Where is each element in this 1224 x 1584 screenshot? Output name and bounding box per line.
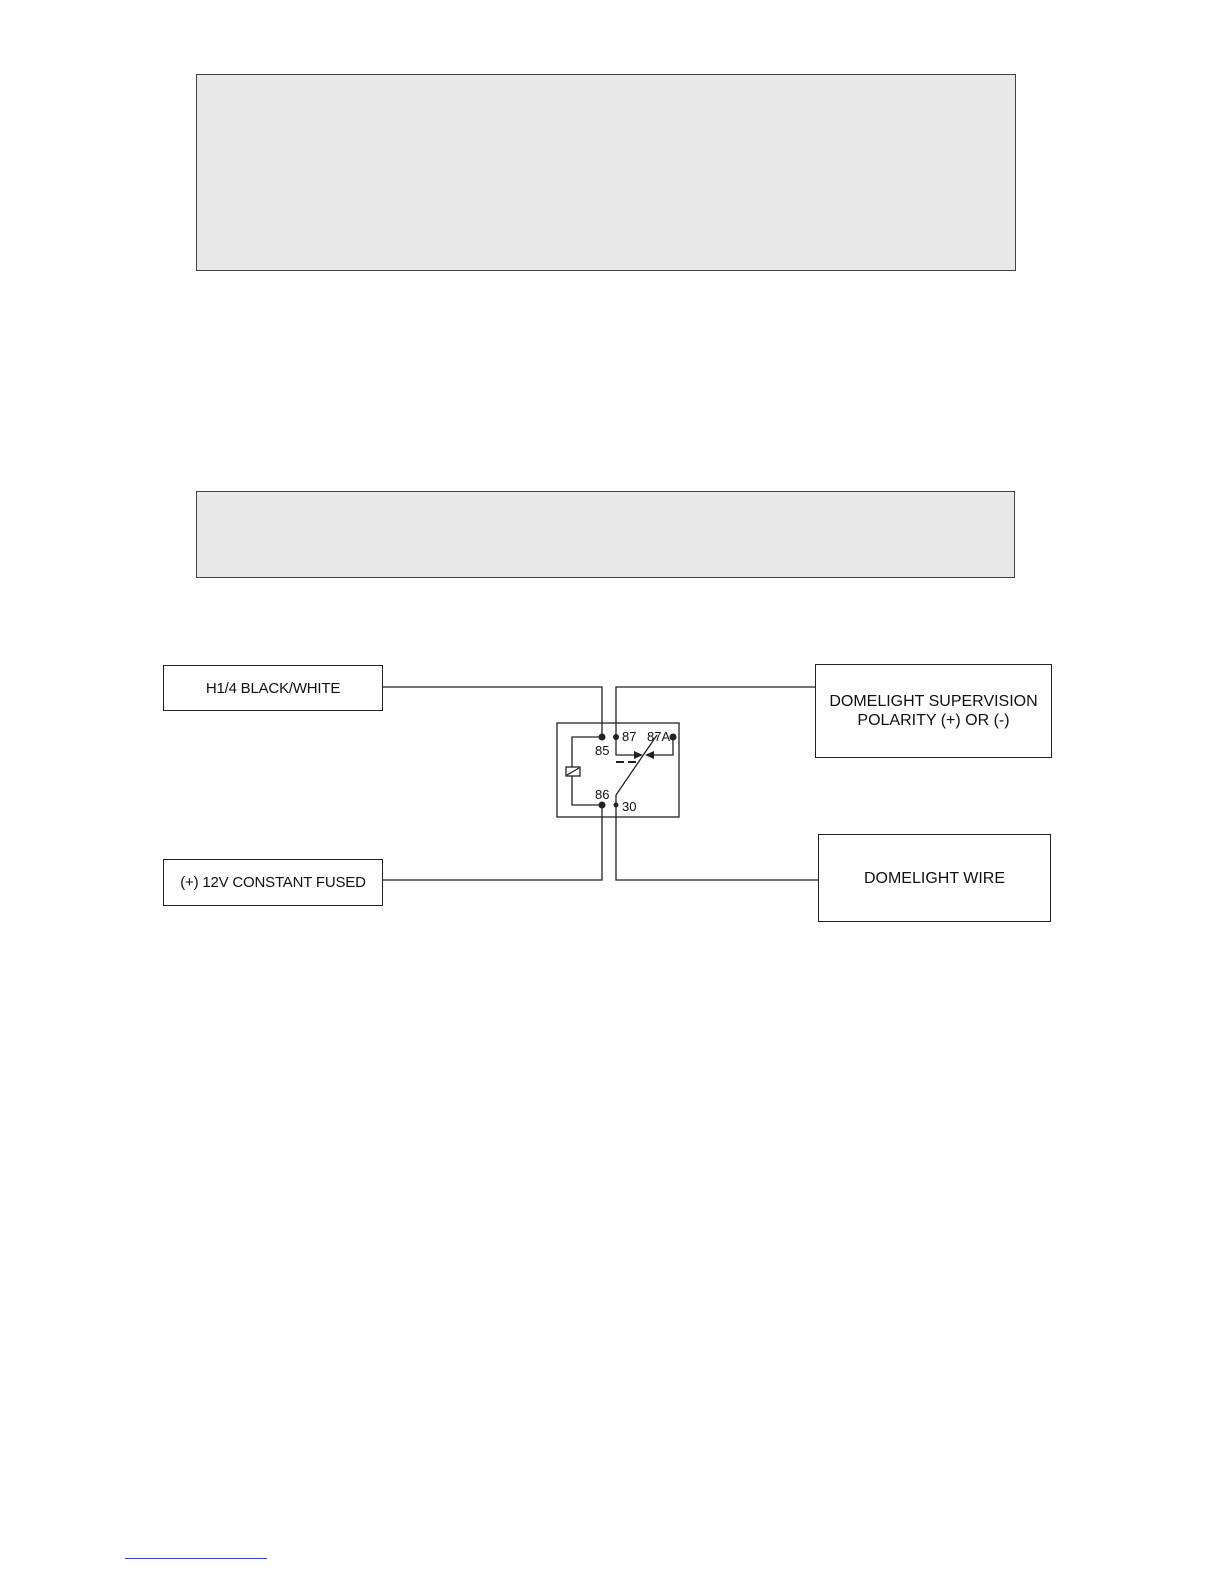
h1-wire-label: H1/4 BLACK/WHITE: [205, 679, 341, 697]
wire-supervision-to-87: [616, 687, 815, 737]
pin-87-dot: [613, 734, 619, 740]
wire-domelight-to-30: [616, 805, 818, 880]
pin-30-dot: [614, 803, 619, 808]
relay-switch-arm: [616, 735, 657, 795]
constant-12v-box: [163, 859, 383, 906]
pin-85-label: 85: [595, 743, 610, 758]
domelight-wire-box: [818, 834, 1051, 922]
pin-85-dot: [599, 734, 606, 741]
pin-87-label: 87: [622, 729, 637, 744]
domelight-supervision-label-line1: DOMELIGHT SUPERVISION: [829, 693, 1038, 710]
pin-86-dot: [599, 802, 606, 809]
footer-rule: [125, 1558, 267, 1559]
pin-87a-dot: [670, 734, 677, 741]
domelight-supervision-label-line2: POLARITY (+) OR (-): [857, 712, 1010, 729]
wire-h1-to-85: [383, 687, 602, 737]
domelight-wire-label: DOMELIGHT WIRE: [863, 869, 1006, 887]
pin-30-label: 30: [622, 799, 637, 814]
domelight-supervision-box: [815, 664, 1052, 758]
wire-12v-to-86: [383, 805, 602, 880]
relay-arrow-87a: [645, 751, 654, 759]
pin-86-label: 86: [595, 787, 610, 802]
h1-wire-box: [163, 665, 383, 711]
pin-87a-label: 87A: [647, 729, 671, 744]
constant-12v-label: (+) 12V CONSTANT FUSED: [180, 874, 366, 891]
